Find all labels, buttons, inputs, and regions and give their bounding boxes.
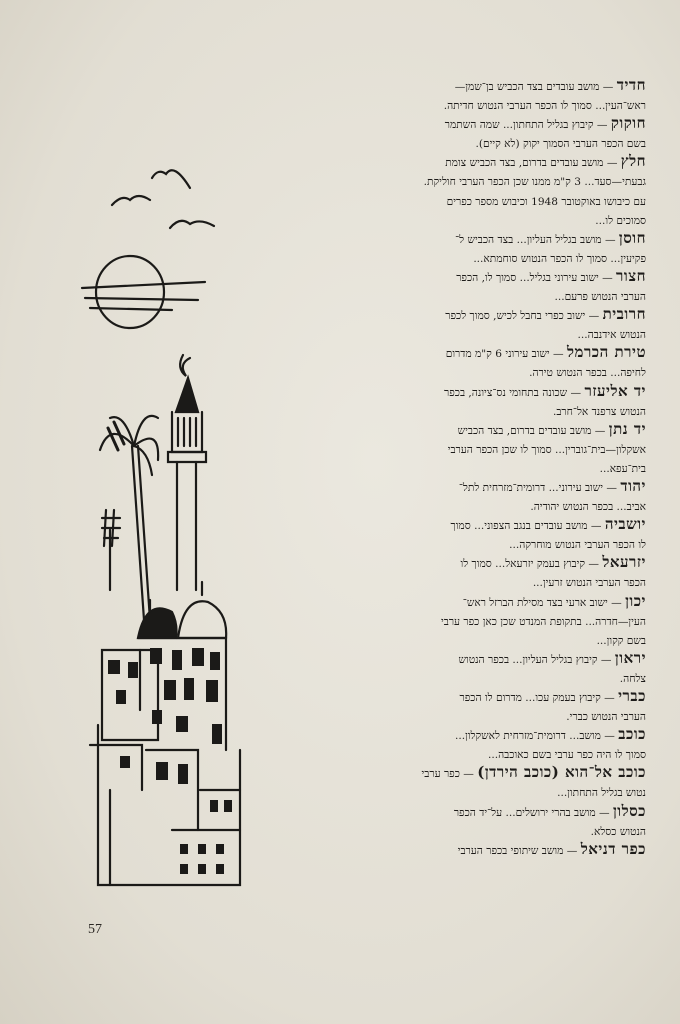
entry-heading: כוכב bbox=[618, 725, 646, 744]
entry-heading: כפר דניאל bbox=[580, 839, 646, 858]
entry-line bbox=[236, 763, 646, 782]
entry-text: בית־עפא... bbox=[599, 462, 646, 475]
buildings-drawing bbox=[90, 638, 240, 885]
entry-text: הערבי הנטוש פרעם... bbox=[554, 291, 646, 304]
entry-text: נטוש בגליל התחתון... bbox=[557, 787, 646, 800]
entry-line bbox=[236, 191, 646, 210]
entry-text: העין—חדרה... בתקופת המנדט שכן כאן כפר ערבי bbox=[440, 615, 646, 628]
sun-drawing bbox=[82, 256, 205, 328]
entry-line bbox=[236, 840, 646, 859]
entry-heading: חוסן bbox=[618, 228, 646, 247]
entry-line bbox=[236, 76, 646, 95]
entry-line bbox=[236, 802, 646, 821]
entry-line bbox=[236, 782, 646, 801]
entry-line bbox=[236, 611, 646, 630]
entry-text: — ישוב עירוני בגליל... סמוך לו, הכפר bbox=[456, 271, 617, 284]
entry-heading: חרובית bbox=[602, 305, 646, 324]
antenna-drawing bbox=[102, 510, 120, 590]
entry-text: — שכונה בתחומי נס־ציונה, בכפר bbox=[444, 386, 585, 399]
entry-line bbox=[236, 305, 646, 324]
entry-line bbox=[236, 171, 646, 190]
entry-line bbox=[236, 401, 646, 420]
entry-heading: יזרעאל bbox=[602, 553, 646, 572]
birds-drawing bbox=[112, 170, 214, 228]
entry-line bbox=[236, 477, 646, 496]
entry-line bbox=[236, 95, 646, 114]
entry-text: צלחה. bbox=[619, 672, 646, 685]
entry-text: — קיבוץ בגליל העליון... בכפר הנטוש bbox=[458, 653, 615, 666]
entry-text: הכפר הערבי הנטוש זרעין... bbox=[532, 577, 646, 590]
entry-text: — מושב עובדים בדרום, בצד הכביש צומת bbox=[445, 157, 621, 170]
entry-text: פקיעין... סמוך לו הכפר הנטוש סוחמתא... bbox=[473, 252, 646, 265]
entry-text: עם כיבושו באוקטובר 1948 וכיבוש מספר כפרים bbox=[446, 195, 646, 208]
entry-heading: יכון bbox=[625, 591, 646, 610]
entry-text: בשם הכפר הערבי הסמוך יקוק (לא קיים). bbox=[475, 138, 646, 151]
entry-line bbox=[236, 534, 646, 553]
entry-text: אביב... בכפר הנטוש יהודיה. bbox=[530, 501, 646, 514]
entry-text: ראש־העין... סמוך לו הכפר הערבי הנטוש חדיתה. bbox=[443, 100, 646, 113]
entry-line bbox=[236, 362, 646, 381]
entry-heading: כברי bbox=[618, 687, 646, 705]
entry-line bbox=[236, 210, 646, 229]
entry-line bbox=[236, 553, 646, 572]
entry-line bbox=[236, 382, 646, 401]
entry-text: — מושב עובדים בצד הכביש בן־שמן— bbox=[454, 81, 617, 93]
entry-heading: חלץ bbox=[620, 152, 646, 171]
entry-text: — קיבוץ בגליל התחתון... שמה השתמר bbox=[444, 119, 611, 132]
entry-line bbox=[236, 133, 646, 152]
entry-text: — מושב שיתופי בכפר הערבי bbox=[457, 844, 581, 857]
entry-text: הערבי הנטוש כברי. bbox=[566, 711, 646, 724]
entry-line bbox=[236, 515, 646, 534]
entry-line bbox=[236, 744, 646, 763]
entry-line bbox=[236, 114, 646, 133]
entry-heading: יד נתן bbox=[608, 419, 646, 438]
domes-drawing bbox=[138, 582, 226, 638]
entry-line bbox=[236, 821, 646, 840]
page-number: 57 bbox=[88, 922, 102, 937]
entry-heading: יראון bbox=[614, 648, 646, 667]
entry-heading: יהוד bbox=[620, 476, 646, 495]
village-sketch-illustration bbox=[80, 150, 245, 900]
entry-line bbox=[236, 286, 646, 305]
entry-line bbox=[236, 248, 646, 267]
entry-line bbox=[236, 706, 646, 725]
entry-text: לחיפה... בכפר הנטוש טירה. bbox=[529, 367, 646, 380]
entry-text: — כפר ערבי bbox=[421, 768, 478, 781]
entry-heading: כוכב אל־הוא (כוכב הירדן) bbox=[477, 763, 646, 782]
entry-heading: כסלון bbox=[612, 801, 646, 820]
entry-line bbox=[236, 324, 646, 343]
entry-text: — קיבוץ בעמק עכו... מדרום לו הכפר bbox=[459, 692, 619, 704]
entry-line bbox=[236, 592, 646, 611]
entry-text: — מושב עובדים בדרום, בצד הכביש bbox=[457, 424, 609, 437]
entry-line bbox=[236, 630, 646, 649]
entry-line bbox=[236, 572, 646, 591]
entry-line bbox=[236, 668, 646, 687]
entry-line bbox=[236, 458, 646, 477]
entry-text: הנטוש כסלא. bbox=[590, 825, 646, 838]
entry-line bbox=[236, 152, 646, 171]
entry-text: — מושב בהרי ירושלים... על־יד הכפר bbox=[453, 806, 613, 819]
entry-text: — ישוב ארעי בצד מסילת הברזל ראש־ bbox=[462, 596, 626, 609]
entry-text: — מושב עובדים בנגב הצפוני... סמוך bbox=[450, 520, 605, 533]
entry-text: הנטוש אידנבה... bbox=[577, 329, 646, 342]
entry-line bbox=[236, 649, 646, 668]
entry-heading: יד אליעזר bbox=[584, 381, 646, 400]
entry-line bbox=[236, 343, 646, 362]
entry-line bbox=[236, 687, 646, 706]
entry-line bbox=[236, 725, 646, 744]
entry-text: — ישוב עירוני 6 ק"מ מדרום bbox=[445, 348, 568, 361]
minaret-drawing bbox=[168, 355, 206, 590]
text-column bbox=[236, 76, 646, 859]
entry-heading: חדיד bbox=[616, 76, 646, 94]
entry-text: אשקלון—בית־גוברין... סמוך לו שכן הכפר הערבי bbox=[447, 443, 646, 456]
entry-line bbox=[236, 267, 646, 286]
entry-text: — קיבוץ בעמק יזרעאל... סמוך לו bbox=[460, 558, 603, 571]
entry-text: גבעתי—סעד... 3 ק"מ ממנו שכן הכפר הערבי חוליקת. bbox=[423, 176, 646, 189]
entry-heading: טירת הכרמל bbox=[567, 343, 646, 362]
entry-line bbox=[236, 439, 646, 458]
entry-text: — ישוב עירוני... דרומית־מזרחית לתל־ bbox=[458, 481, 621, 494]
entry-heading: חצור bbox=[616, 266, 646, 285]
entry-line bbox=[236, 496, 646, 515]
entry-heading: חוקוק bbox=[610, 114, 646, 133]
entry-text: — מושב... דרומית־מזרחית לאשקלון... bbox=[455, 730, 619, 743]
entry-text: — ישוב כפרי בחבל לכיש, סמוך לכפר bbox=[445, 310, 603, 323]
entry-line bbox=[236, 420, 646, 439]
entry-heading: יושביה bbox=[604, 515, 646, 534]
entry-text: — מושב בגליל העליון... בצד הכביש ל־ bbox=[455, 233, 619, 246]
entry-text: הנטוש צרפנד אל־חרב. bbox=[552, 405, 646, 418]
entry-text: בשם קקון... bbox=[596, 634, 646, 647]
entry-text: סמוכים לו... bbox=[595, 214, 646, 227]
entry-text: לו הכפר הערבי הנטוש מוחרקה... bbox=[509, 539, 646, 552]
entry-text: סמוך לו היה כפר ערבי בשם כאוכבה... bbox=[487, 749, 646, 762]
entry-line bbox=[236, 229, 646, 248]
